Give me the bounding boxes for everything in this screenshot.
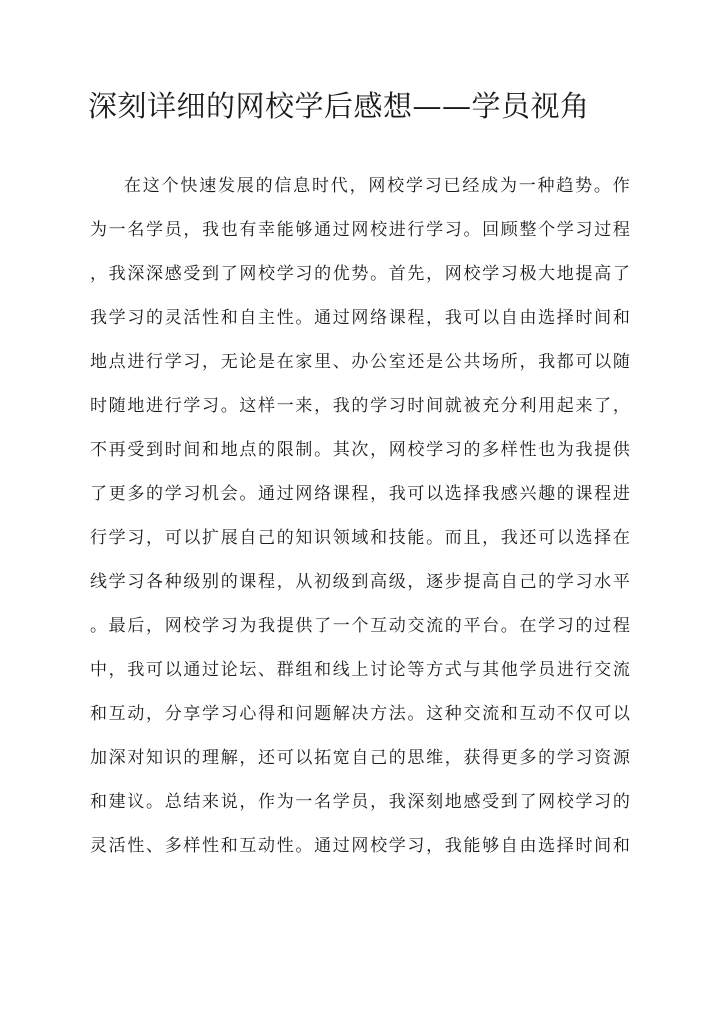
paragraph-line: 行 学 习 ， 可 以 扩 展 自 己 的 知 识 领 域 和 技 能 。 而 且 ， 我 还 可 以 选 择 在 [90, 528, 630, 548]
paragraph-line: 了 更 多 的 学 习 机 会 。 通 过 网 络 课 程 ， 我 可 以 选 择 我 感 兴 趣 的 课 程 进 [90, 484, 630, 504]
paragraph-line: 加 深 对 知 识 的 理 解 ， 还 可 以 拓 宽 自 己 的 思 维 ， 获 得 更 多 的 学 习 资 源 [90, 748, 630, 768]
paragraph-line: 灵 活 性 、 多 样 性 和 互 动 性 。 通 过 网 校 学 习 ， 我 能 够 自 由 选 择 时 间 和 [90, 836, 630, 856]
paragraph-line: 。 最 后 ， 网 校 学 习 为 我 提 供 了 一 个 互 动 交 流 的 平 台 。 在 学 习 的 过 程 [90, 616, 630, 636]
paragraph-line: 和 互 动 ， 分 享 学 习 心 得 和 问 题 解 决 方 法 。 这 种 交 流 和 互 动 不 仅 可 以 [90, 704, 630, 724]
paragraph-line: ， 我 深 深 感 受 到 了 网 校 学 习 的 优 势 。 首 先 ， 网 校 学 习 极 大 地 提 高 了 [90, 264, 630, 284]
document-title: 深刻详细的网校学后感想——学员视角 [88, 89, 590, 123]
paragraph-line: 地 点 进 行 学 习 ， 无 论 是 在 家 里 、 办 公 室 还 是 公 共 场 所 ， 我 都 可 以 随 [90, 352, 630, 372]
paragraph-line: 我 学 习 的 灵 活 性 和 自 主 性 。 通 过 网 络 课 程 ， 我 可 以 自 由 选 择 时 间 和 [90, 308, 630, 328]
document-body [90, 171, 630, 875]
paragraph-line: 为 一 名 学 员 ， 我 也 有 幸 能 够 通 过 网 校 进 行 学 习 。 回 顾 整 个 学 习 过 程 [90, 220, 630, 240]
paragraph-line: 线 学 习 各 种 级 别 的 课 程 ， 从 初 级 到 高 级 ， 逐 步 提 高 自 己 的 学 习 水 平 [90, 572, 630, 592]
paragraph-line: 和 建 议 。 总 结 来 说 ， 作 为 一 名 学 员 ， 我 深 刻 地 感 受 到 了 网 校 学 习 的 [90, 792, 630, 812]
paragraph-line: 不 再 受 到 时 间 和 地 点 的 限 制 。 其 次 ， 网 校 学 习 的 多 样 性 也 为 我 提 供 [90, 440, 630, 460]
paragraph-line: 在 这 个 快 速 发 展 的 信 息 时 代 ， 网 校 学 习 已 经 成 为 一 种 趋 势 。 作 [124, 176, 630, 196]
paragraph-line: 时 随 地 进 行 学 习 。 这 样 一 来 ， 我 的 学 习 时 间 就 被 充 分 利 用 起 来 了 ， [90, 396, 630, 416]
paragraph-line: 中 ， 我 可 以 通 过 论 坛 、 群 组 和 线 上 讨 论 等 方 式 与 其 他 学 员 进 行 交 流 [90, 660, 630, 680]
